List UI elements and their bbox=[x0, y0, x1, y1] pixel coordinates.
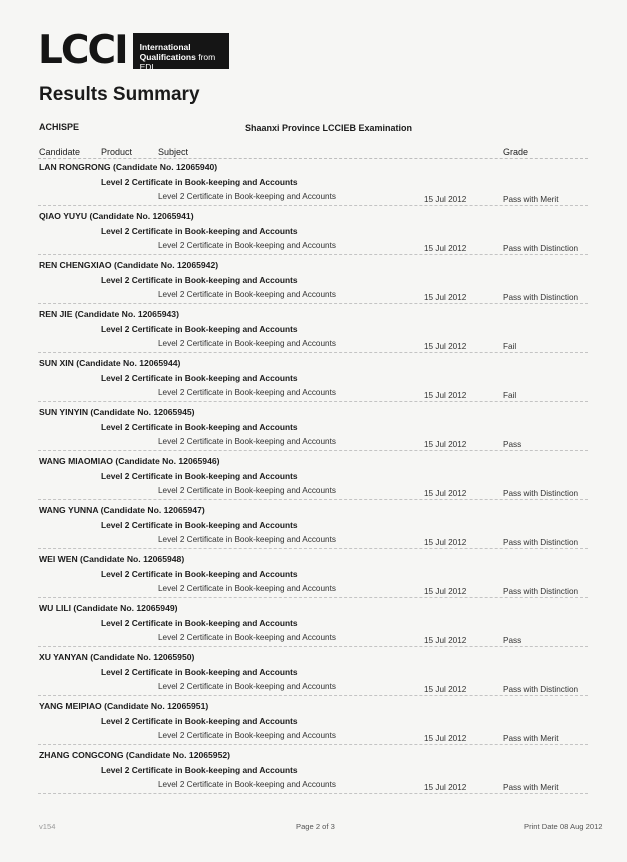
grade-value: Pass with Distinction bbox=[503, 244, 579, 253]
subject-name: Level 2 Certificate in Book-keeping and Accounts bbox=[158, 682, 336, 691]
subject-name: Level 2 Certificate in Book-keeping and Accounts bbox=[158, 780, 336, 789]
header-divider bbox=[38, 158, 588, 159]
subject-name: Level 2 Certificate in Book-keeping and Accounts bbox=[158, 633, 336, 642]
logo-line-2: Qualifications from EDI bbox=[139, 52, 216, 72]
subject-name: Level 2 Certificate in Book-keeping and Accounts bbox=[158, 339, 336, 348]
record-divider bbox=[38, 352, 588, 353]
exam-date: 15 Jul 2012 bbox=[424, 734, 467, 743]
result-record bbox=[0, 602, 627, 651]
result-record bbox=[0, 700, 627, 749]
candidate-name: REN JIE (Candidate No. 12065943) bbox=[39, 309, 179, 319]
grade-value: Pass with Distinction bbox=[503, 489, 579, 498]
record-divider bbox=[38, 597, 588, 598]
product-name: Level 2 Certificate in Book-keeping and Accounts bbox=[101, 569, 298, 579]
record-divider bbox=[38, 499, 588, 500]
subject-name: Level 2 Certificate in Book-keeping and Accounts bbox=[158, 437, 336, 446]
candidate-name: XU YANYAN (Candidate No. 12065950) bbox=[39, 652, 195, 662]
subject-name: Level 2 Certificate in Book-keeping and Accounts bbox=[158, 731, 336, 740]
candidate-name: LAN RONGRONG (Candidate No. 12065940) bbox=[39, 162, 218, 172]
subject-name: Level 2 Certificate in Book-keeping and Accounts bbox=[158, 192, 336, 201]
subject-name: Level 2 Certificate in Book-keeping and Accounts bbox=[158, 388, 336, 397]
candidate-name: SUN YINYIN (Candidate No. 12065945) bbox=[39, 407, 195, 417]
grade-value: Fail bbox=[503, 342, 517, 351]
product-name: Level 2 Certificate in Book-keeping and Accounts bbox=[101, 275, 298, 285]
subject-name: Level 2 Certificate in Book-keeping and Accounts bbox=[158, 241, 336, 250]
record-divider bbox=[38, 254, 588, 255]
organization-code: ACHISPE bbox=[39, 122, 80, 132]
product-name: Level 2 Certificate in Book-keeping and Accounts bbox=[101, 177, 298, 187]
grade-value: Pass with Merit bbox=[503, 783, 559, 792]
product-name: Level 2 Certificate in Book-keeping and Accounts bbox=[101, 471, 298, 481]
subject-name: Level 2 Certificate in Book-keeping and Accounts bbox=[158, 535, 336, 544]
logo-letters: LCCI bbox=[38, 28, 127, 73]
product-name: Level 2 Certificate in Book-keeping and Accounts bbox=[101, 324, 298, 334]
logo-tagline bbox=[133, 33, 229, 72]
record-divider bbox=[38, 695, 588, 696]
result-record bbox=[0, 259, 627, 308]
exam-date: 15 Jul 2012 bbox=[424, 587, 467, 596]
candidate-name: ZHANG CONGCONG (Candidate No. 12065952) bbox=[39, 750, 231, 760]
result-record bbox=[0, 553, 627, 602]
exam-date: 15 Jul 2012 bbox=[424, 342, 467, 351]
candidate-name: WANG MIAOMIAO (Candidate No. 12065946) bbox=[39, 456, 220, 466]
exam-date: 15 Jul 2012 bbox=[424, 489, 467, 498]
exam-date: 15 Jul 2012 bbox=[424, 293, 467, 302]
product-name: Level 2 Certificate in Book-keeping and Accounts bbox=[101, 422, 298, 432]
grade-value: Pass with Distinction bbox=[503, 587, 579, 596]
version-label: v154 bbox=[39, 822, 56, 831]
page-number: Page 2 of 3 bbox=[296, 822, 335, 831]
record-divider bbox=[38, 646, 588, 647]
record-divider bbox=[38, 401, 588, 402]
grade-value: Pass bbox=[503, 440, 522, 449]
exam-date: 15 Jul 2012 bbox=[424, 538, 467, 547]
exam-title: Shaanxi Province LCCIEB Examination bbox=[245, 123, 413, 133]
product-name: Level 2 Certificate in Book-keeping and Accounts bbox=[101, 716, 298, 726]
record-divider bbox=[38, 205, 588, 206]
grade-value: Pass with Merit bbox=[503, 195, 559, 204]
result-record bbox=[0, 504, 627, 553]
result-record bbox=[0, 651, 627, 700]
candidate-name: REN CHENGXIAO (Candidate No. 12065942) bbox=[39, 260, 219, 270]
result-record bbox=[0, 161, 627, 210]
candidate-name: QIAO YUYU (Candidate No. 12065941) bbox=[39, 211, 194, 221]
product-name: Level 2 Certificate in Book-keeping and Accounts bbox=[101, 765, 298, 775]
result-record bbox=[0, 357, 627, 406]
product-name: Level 2 Certificate in Book-keeping and Accounts bbox=[101, 373, 298, 383]
exam-date: 15 Jul 2012 bbox=[424, 783, 467, 792]
result-record bbox=[0, 749, 627, 798]
grade-value: Fail bbox=[503, 391, 517, 400]
record-divider bbox=[38, 744, 588, 745]
record-divider bbox=[38, 450, 588, 451]
exam-date: 15 Jul 2012 bbox=[424, 391, 467, 400]
exam-date: 15 Jul 2012 bbox=[424, 440, 467, 449]
print-date: Print Date 08 Aug 2012 bbox=[524, 822, 603, 831]
subject-name: Level 2 Certificate in Book-keeping and Accounts bbox=[158, 290, 336, 299]
exam-date: 15 Jul 2012 bbox=[424, 685, 467, 694]
candidate-name: WANG YUNNA (Candidate No. 12065947) bbox=[39, 505, 205, 515]
product-name: Level 2 Certificate in Book-keeping and Accounts bbox=[101, 618, 298, 628]
result-record bbox=[0, 455, 627, 504]
grade-value: Pass with Distinction bbox=[503, 685, 579, 694]
record-divider bbox=[38, 303, 588, 304]
subject-name: Level 2 Certificate in Book-keeping and Accounts bbox=[158, 584, 336, 593]
result-record bbox=[0, 210, 627, 259]
product-name: Level 2 Certificate in Book-keeping and Accounts bbox=[101, 520, 298, 530]
candidate-name: YANG MEIPIAO (Candidate No. 12065951) bbox=[39, 701, 209, 711]
candidate-name: SUN XIN (Candidate No. 12065944) bbox=[39, 358, 181, 368]
column-header-grade: Grade bbox=[503, 147, 529, 157]
result-record bbox=[0, 308, 627, 357]
result-record bbox=[0, 406, 627, 455]
product-name: Level 2 Certificate in Book-keeping and Accounts bbox=[101, 226, 298, 236]
record-divider bbox=[38, 793, 588, 794]
logo-line-1: International bbox=[139, 42, 191, 52]
grade-value: Pass bbox=[503, 636, 522, 645]
subject-name: Level 2 Certificate in Book-keeping and Accounts bbox=[158, 486, 336, 495]
product-name: Level 2 Certificate in Book-keeping and Accounts bbox=[101, 667, 298, 677]
page-title: Results Summary bbox=[39, 84, 200, 105]
lcci-logo bbox=[38, 28, 229, 73]
exam-date: 15 Jul 2012 bbox=[424, 244, 467, 253]
candidate-name: WU LILI (Candidate No. 12065949) bbox=[39, 603, 178, 613]
candidate-name: WEI WEN (Candidate No. 12065948) bbox=[39, 554, 185, 564]
grade-value: Pass with Distinction bbox=[503, 293, 579, 302]
record-divider bbox=[38, 548, 588, 549]
exam-date: 15 Jul 2012 bbox=[424, 636, 467, 645]
column-header-subject: Subject bbox=[158, 147, 189, 157]
column-header-product: Product bbox=[101, 147, 133, 157]
exam-date: 15 Jul 2012 bbox=[424, 195, 467, 204]
column-header-candidate: Candidate bbox=[39, 147, 81, 157]
grade-value: Pass with Merit bbox=[503, 734, 559, 743]
grade-value: Pass with Distinction bbox=[503, 538, 579, 547]
